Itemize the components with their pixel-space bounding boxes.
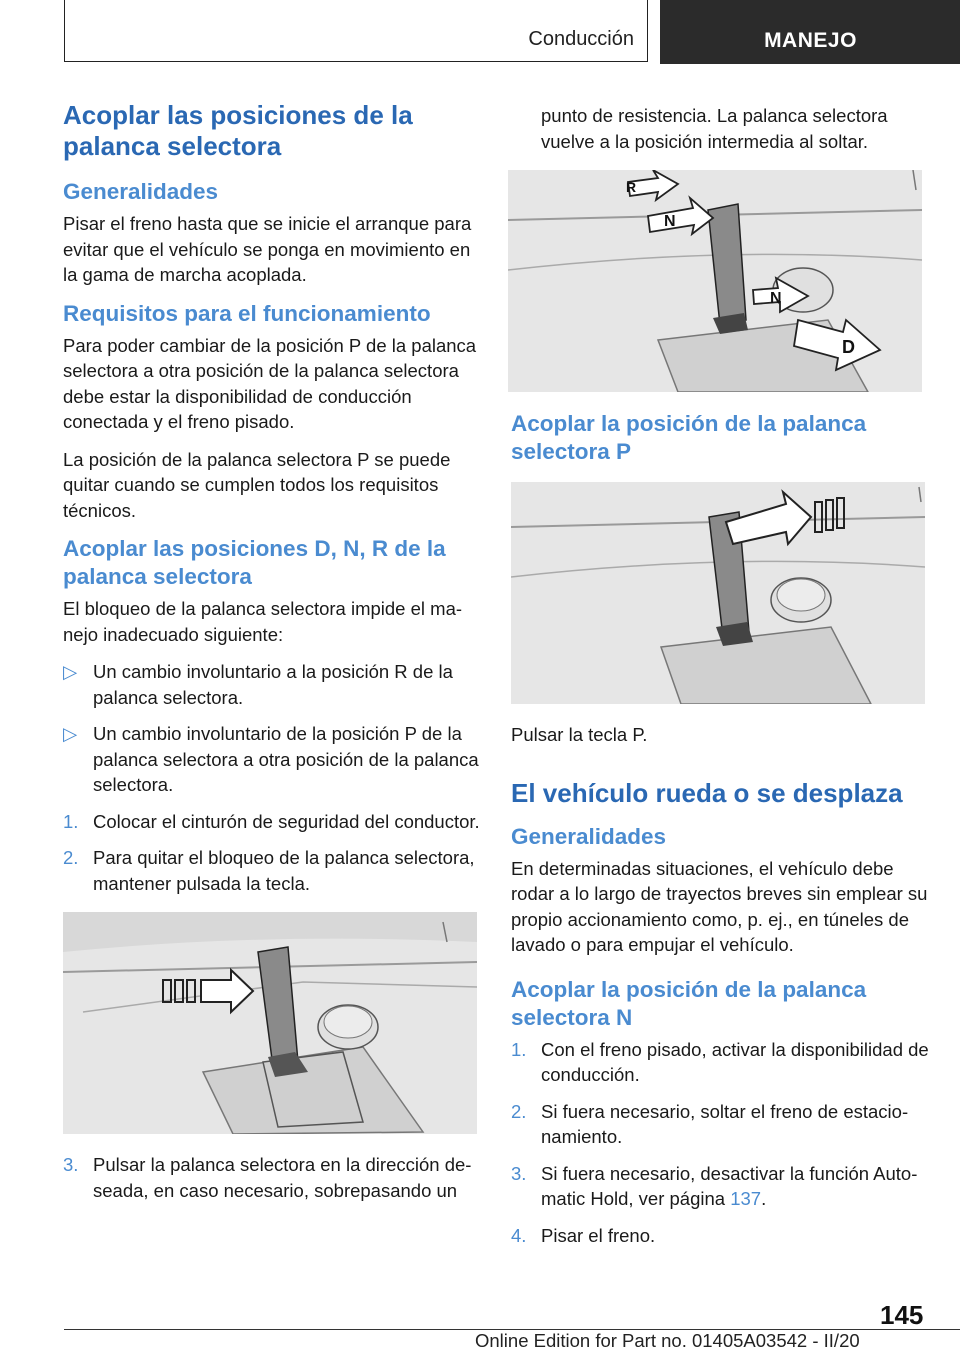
left-column (63, 100, 481, 1214)
label-D: D (842, 337, 855, 357)
step-text: Pisar el freno. (541, 1224, 656, 1246)
paragraph-continuation: punto de resistencia. La palanca selectora vuelve a la posición intermedia al soltar. (541, 105, 888, 152)
step-text: Si fuera necesario, soltar el freno de estacionamiento. (541, 1100, 909, 1147)
subheading-general-2: Generalidades (511, 823, 667, 849)
section-title-vehicle-rolls: El vehículo rueda o se desplaza (511, 777, 903, 808)
paragraph-requirements-1: Para poder cambiar de la posición P de la palanca selectora a otra posición de la palanca selectora debe estar la disponibilidad de conducción conectada y el freno pisado. (63, 334, 477, 432)
step-number: 3. (63, 1154, 79, 1175)
step-text: Colocar el cinturón de seguridad del conductor. (93, 810, 480, 832)
header-chapter-tab: MANEJO (660, 0, 960, 64)
step-item (63, 809, 481, 835)
gear-lever-unlock-drawing (63, 912, 477, 1134)
step-number: 3. (511, 1162, 527, 1184)
step-number: 1. (511, 1038, 527, 1060)
label-N-top: N (664, 213, 676, 230)
paragraph-press-p: Pulsar la tecla P. (511, 724, 648, 745)
page-reference-link[interactable]: 137 (730, 1188, 762, 1209)
paragraph-general: Pisar el freno hasta que se inicie el arranque para evitar que el vehículo se ponga en movimiento en la gama de marcha acoplada. (63, 213, 472, 285)
paragraph-lock: El bloqueo de la palanca selectora impide el manejo inadecuado siguiente: (63, 598, 463, 645)
section-title-selector-positions: Acoplar las posiciones de la palanca selectora (63, 100, 413, 161)
header-section-title: Conducción (528, 28, 634, 50)
bullet-triangle-icon: ▷ (63, 661, 78, 682)
step-item (63, 1152, 481, 1203)
page-reference-suffix: . (761, 1188, 767, 1209)
paragraph-rolling: En determinadas situaciones, el vehículo debe rodar a lo largo de trayectos breves sin emplear su propio accionamiento como, p. ej., en túneles de lavado o para empujar el vehículo. (511, 857, 928, 955)
step-item (63, 845, 481, 896)
step-number: 4. (511, 1224, 527, 1246)
step-item (511, 1037, 929, 1088)
bullet-item (63, 659, 481, 710)
illustration-shift-directions (508, 170, 922, 392)
step-item (511, 1161, 929, 1212)
step-item (511, 1223, 929, 1249)
label-N-bottom: N (770, 290, 782, 307)
right-column (511, 103, 929, 1259)
subheading-position-p: Acoplar la posición de la palanca selectora P (511, 411, 867, 464)
bullet-text: Un cambio involuntario a la posición R de la palanca selectora. (93, 661, 453, 708)
bullet-item (63, 721, 481, 798)
illustration-unlock-button (63, 912, 477, 1134)
step-item (511, 1099, 929, 1150)
bullet-text: Un cambio involuntario de la posición P de la palanca selectora a otra posición de la palanca selectora. (93, 723, 479, 795)
bullet-triangle-icon: ▷ (63, 723, 78, 744)
subheading-requirements: Requisitos para el funcionamiento (63, 300, 431, 326)
step-number: 2. (511, 1100, 527, 1122)
paragraph-requirements-2: La posición de la palanca selectora P se puede quitar cuando se cumplen todos los requisitos técnicos. (63, 448, 451, 521)
step-text: Para quitar el bloqueo de la palanca selectora, mantener pulsada la tecla. (93, 847, 475, 894)
step-text: Pulsar la palanca selectora en la dirección deseada, en caso necesario, sobrepasando un (93, 1154, 472, 1201)
step-number: 2. (63, 847, 79, 868)
step-number: 1. (63, 810, 79, 832)
step-text: Con el freno pisado, activar la disponibilidad de conducción. (541, 1038, 929, 1085)
label-R: R (626, 179, 637, 195)
subheading-position-n: Acoplar la posición de la palanca selectora N (511, 976, 867, 1030)
illustration-p-button (511, 482, 925, 704)
footer-edition: Online Edition for Part no. 01405A03542 - II/20 (475, 1330, 860, 1351)
subheading-general: Generalidades (63, 179, 219, 204)
gear-lever-p-button-drawing (511, 482, 925, 704)
page-header (64, 0, 960, 64)
gear-lever-directions-drawing (508, 170, 922, 392)
page-number: 145 (880, 1300, 924, 1330)
subheading-dnr: Acoplar las posiciones D, N, R de la palanca selectora (63, 536, 446, 589)
step-text: Si fuera necesario, desactivar la función Automatic Hold, ver página (541, 1162, 918, 1209)
